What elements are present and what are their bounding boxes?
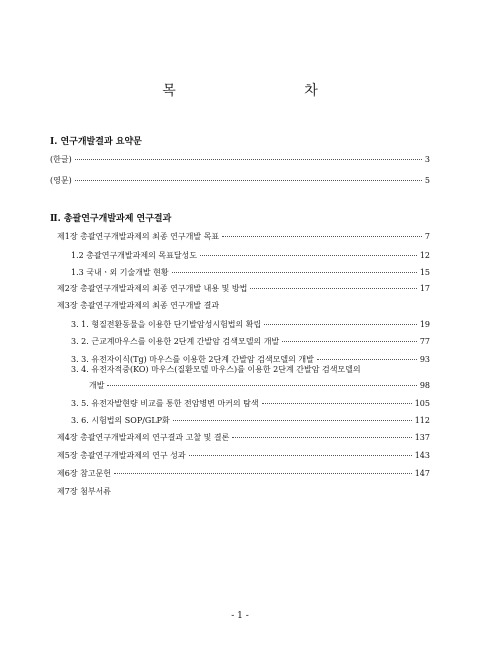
leader-dots: [250, 288, 416, 289]
page-title: 목 차: [162, 83, 380, 99]
toc-entry-label: 3. 1. 형질전환동물을 이용한 단기발암성시험법의 확립: [71, 320, 262, 329]
leader-dots: [107, 385, 416, 386]
toc-entry-page: 12: [419, 251, 430, 260]
toc-entry-label: 제1장 총괄연구개발과제의 최종 연구개발 목표: [57, 232, 220, 241]
toc-entry[interactable]: [89, 380, 430, 391]
toc-entry-label: 제6장 참고문헌: [57, 469, 112, 478]
toc-entry-page: 15: [419, 268, 430, 277]
leader-dots: [317, 359, 417, 360]
toc-entry-page: 77: [419, 337, 430, 346]
toc-entry-label: 3. 2. 근교계마우스를 이용한 2단계 간발암 검색모델의 개발: [71, 337, 280, 346]
section-heading-summary: Ⅰ. 연구개발결과 요약문: [50, 137, 142, 147]
toc-entry-label: 제5장 총괄연구개발과제의 연구 성과: [57, 451, 186, 460]
leader-dots: [172, 272, 417, 273]
toc-entry[interactable]: [71, 267, 430, 278]
toc-entry-label: 1.3 국내ㆍ외 기술개발 현황: [71, 268, 169, 277]
toc-entry-page: 143: [414, 451, 430, 460]
toc-entry[interactable]: [57, 468, 430, 479]
toc-entry-label: 3. 6. 시험법의 SOP/GLP화: [71, 416, 170, 425]
leader-dots: [189, 455, 412, 456]
toc-entry-label: (한글): [50, 155, 72, 164]
toc-entry-page: 7: [424, 232, 430, 241]
toc-entry-page: 137: [414, 433, 430, 442]
toc-entry-label-continued: 개발: [89, 381, 105, 390]
toc-entry[interactable]: [50, 175, 430, 186]
toc-entry[interactable]: [57, 450, 430, 461]
toc-entry[interactable]: [57, 231, 430, 242]
toc-entry-page: 147: [414, 469, 430, 478]
section-heading-results: Ⅱ. 총괄연구개발과제 연구결과: [50, 214, 172, 224]
toc-entry[interactable]: [71, 336, 430, 347]
toc-entry-label: (영문): [50, 176, 72, 185]
toc-entry[interactable]: [71, 250, 430, 261]
toc-entry[interactable]: [57, 432, 430, 443]
toc-entry-page: 5: [424, 176, 430, 185]
leader-dots: [114, 473, 412, 474]
toc-entry-page: 105: [414, 399, 430, 408]
toc-entry-label[interactable]: 3. 4. 유전자적중(KO) 마우스(질환모델 마우스)를 이용한 2단계 간발암 검색모델의: [71, 365, 361, 374]
toc-entry[interactable]: [50, 154, 430, 165]
toc-entry[interactable]: [57, 283, 430, 294]
toc-entry-label: 제2장 총괄연구개발과제의 최종 연구개발 내용 및 방법: [57, 284, 248, 293]
toc-entry-label: 1.2 총괄연구개발과제의 목표달성도: [71, 251, 197, 260]
leader-dots: [232, 437, 411, 438]
toc-entry-label[interactable]: 제7장 첨부서류: [57, 487, 112, 496]
toc-entry-label: 제4장 총괄연구개발과제의 연구결과 고찰 및 결론: [57, 433, 230, 442]
leader-dots: [173, 420, 412, 421]
toc-entry-page: 17: [419, 284, 430, 293]
toc-entry-page: 112: [414, 416, 430, 425]
toc-entry-page: 3: [424, 155, 430, 164]
leader-dots: [75, 159, 422, 160]
toc-entry-label[interactable]: 제3장 총괄연구개발과제의 최종 연구개발 결과: [57, 301, 220, 310]
leader-dots: [282, 341, 417, 342]
leader-dots: [222, 236, 422, 237]
page-number: - 1 -: [231, 611, 249, 621]
leader-dots: [200, 255, 417, 256]
toc-entry[interactable]: [71, 415, 430, 426]
toc-entry-label: 3. 3. 유전자이식(Tg) 마우스를 이용한 2단계 간발암 검색모델의 개발: [71, 355, 314, 364]
toc-entry-page: 93: [419, 355, 430, 364]
toc-entry[interactable]: [71, 319, 430, 330]
toc-entry-page: 98: [419, 381, 430, 390]
toc-entry-page: 19: [419, 320, 430, 329]
toc-entry-label: 3. 5. 유전자발현량 비교를 통한 전암병변 마커의 탐색: [71, 399, 259, 408]
toc-entry[interactable]: [71, 398, 430, 409]
leader-dots: [262, 403, 412, 404]
leader-dots: [75, 180, 422, 181]
leader-dots: [264, 324, 417, 325]
